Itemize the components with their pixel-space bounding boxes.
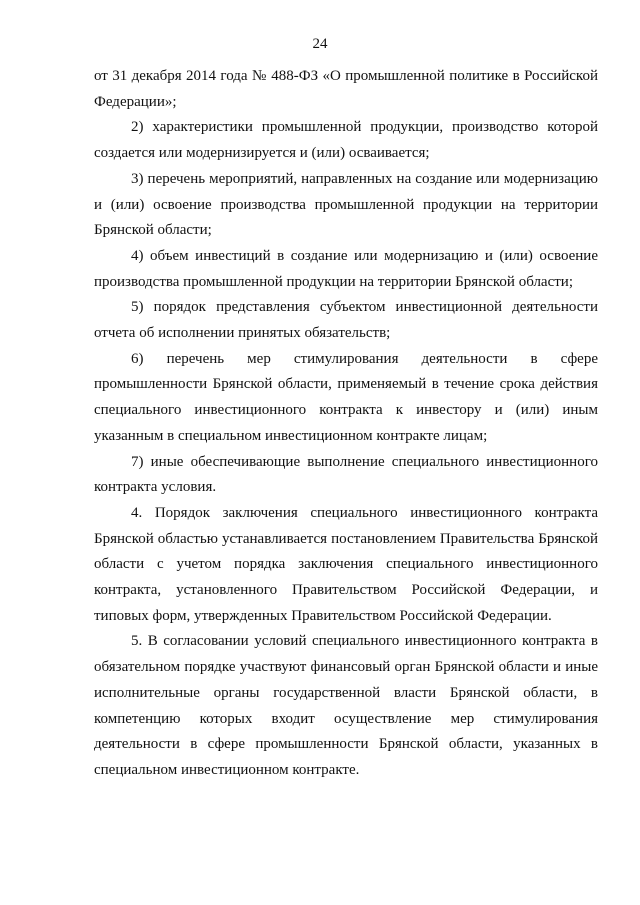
paragraph-section-4: 4. Порядок заключения специального инвестиционного контракта Брянской областью устанавливается постановлением Правительства Брянской области с учетом порядка заключения специального инвестиционного контракта, установленного Правительством Российской Федерации, и типовых форм, утвержденных Правительством Российской Федерации. bbox=[94, 504, 598, 624]
paragraph-item-6: 6) перечень мер стимулирования деятельности в сфере промышленности Брянской области, применяемый в течение срока действия специального инвестиционного контракта к инвестору и (или) иным указанным в специальном инвестиционном контракте лицам; bbox=[94, 350, 598, 444]
paragraph-continuation: от 31 декабря 2014 года № 488-ФЗ «О промышленной политике в Российской Федерации»; bbox=[94, 68, 598, 110]
paragraph-item-3: 3) перечень мероприятий, направленных на создание или модернизацию и (или) освоение производства промышленной продукции на территории Брянской области; bbox=[94, 170, 598, 239]
paragraph-item-7: 7) иные обеспечивающие выполнение специального инвестиционного контракта условия. bbox=[94, 453, 598, 496]
paragraph-item-4: 4) объем инвестиций в создание или модернизацию и (или) освоение производства промышленной продукции на территории Брянской области; bbox=[94, 247, 598, 290]
paragraph-item-2: 2) характеристики промышленной продукции, производство которой создается или модернизируется и (или) осваивается; bbox=[94, 119, 598, 162]
paragraph-item-5: 5) порядок представления субъектом инвестиционной деятельности отчета об исполнении принятых обязательств; bbox=[94, 299, 598, 342]
document-body bbox=[94, 64, 598, 784]
paragraph-section-5: 5. В согласовании условий специального инвестиционного контракта в обязательном порядке участвуют финансовый орган Брянской области и иные исполнительные органы государственной власти Брянской области, в компетенцию которых входит осуществление мер стимулирования деятельности в сфере промышленности Брянской области, указанных в специальном инвестиционном контракте. bbox=[94, 633, 598, 778]
page-number: 24 bbox=[312, 36, 328, 52]
